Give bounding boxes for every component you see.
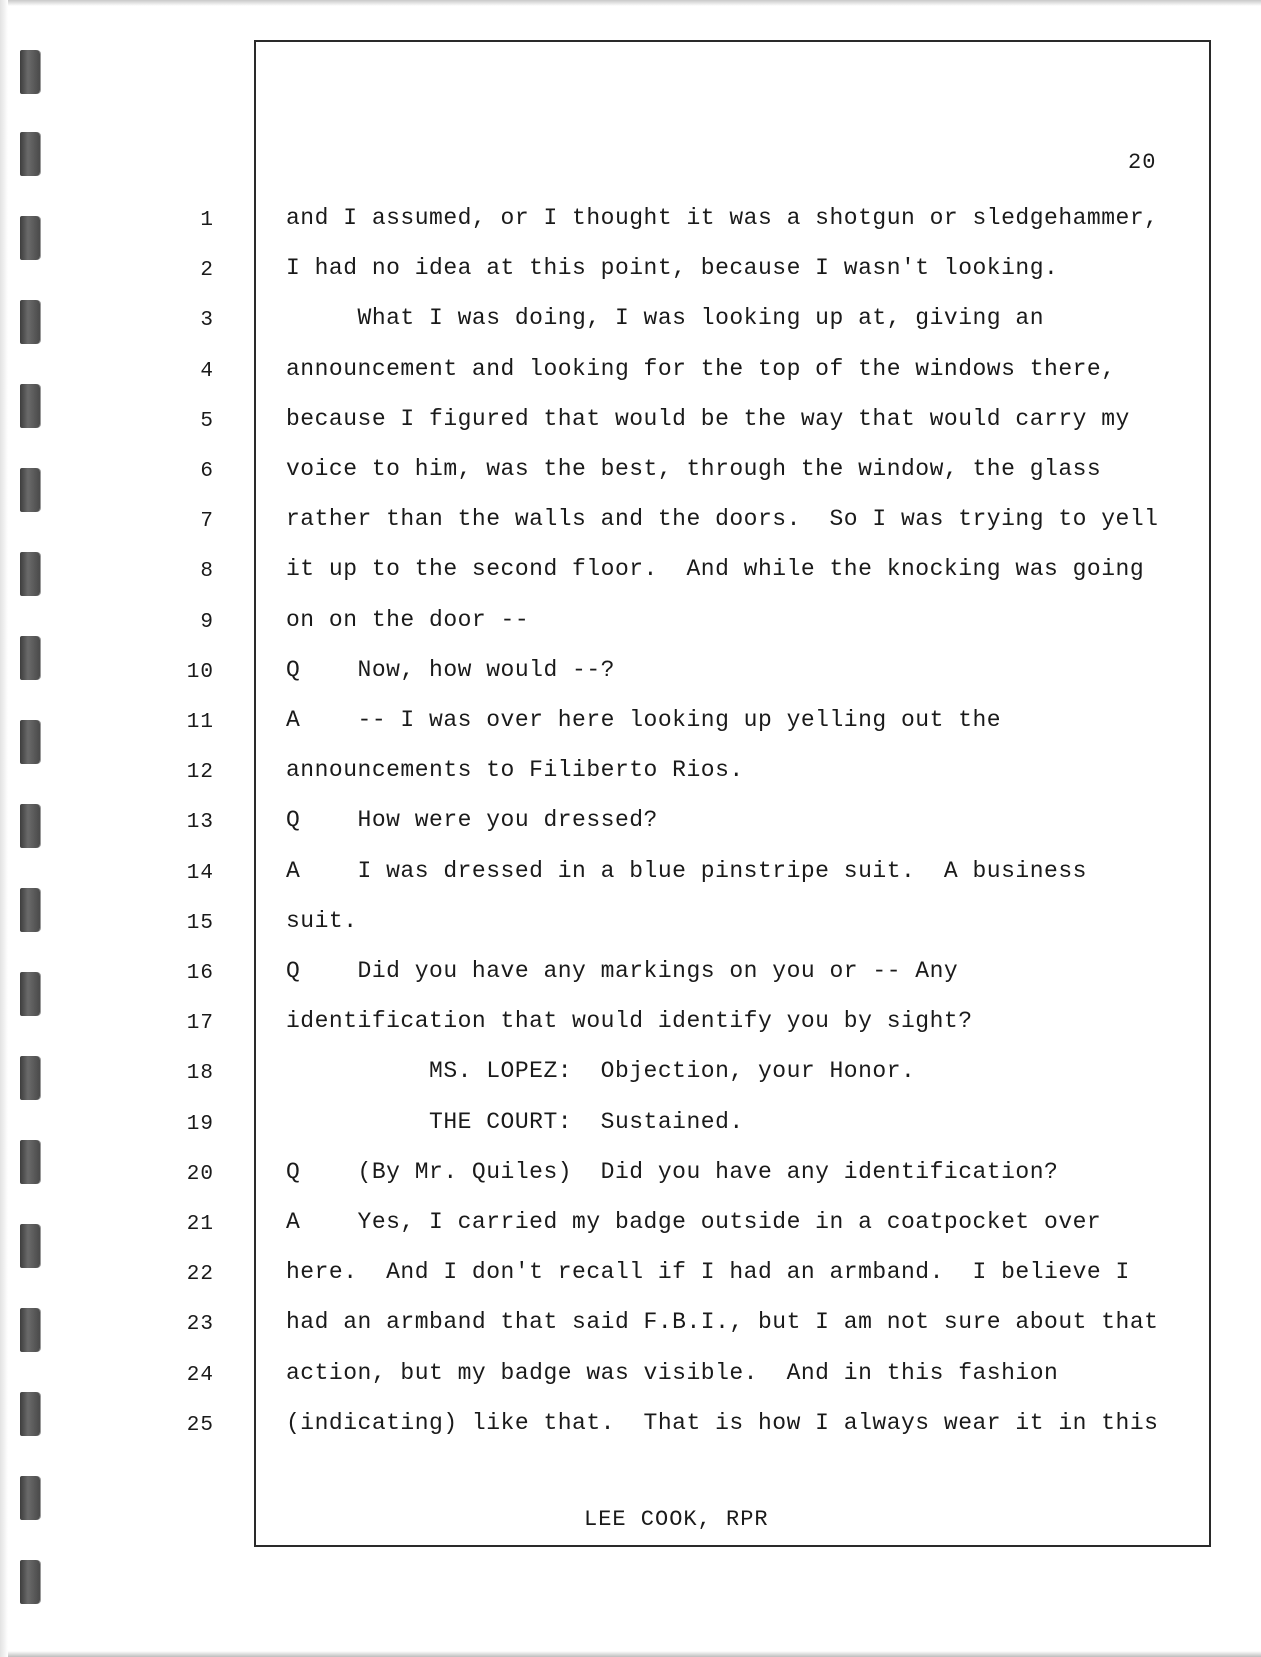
line-text: rather than the walls and the doors. So I was trying to yell <box>286 506 1159 532</box>
page-number: 20 <box>1128 150 1157 175</box>
line-number: 17 <box>186 1012 214 1035</box>
transcript-line <box>0 506 1261 546</box>
line-text: I had no idea at this point, because I wasn't looking. <box>286 255 1059 281</box>
transcript-line <box>0 556 1261 596</box>
transcript-line <box>0 356 1261 396</box>
binder-hole <box>20 1476 40 1520</box>
line-number: 18 <box>186 1062 214 1085</box>
line-text: because I figured that would be the way that would carry my <box>286 406 1130 432</box>
transcript-line <box>0 757 1261 797</box>
transcript-line <box>0 607 1261 647</box>
line-number: 10 <box>186 661 214 684</box>
transcript-line <box>0 707 1261 747</box>
transcript-line <box>0 1360 1261 1400</box>
line-text: THE COURT: Sustained. <box>286 1109 744 1135</box>
line-number: 5 <box>200 410 214 433</box>
line-text: here. And I don't recall if I had an armband. I believe I <box>286 1259 1130 1285</box>
transcript-line <box>0 305 1261 345</box>
line-number: 1 <box>200 209 214 232</box>
line-text: Q (By Mr. Quiles) Did you have any identification? <box>286 1159 1059 1185</box>
binder-hole <box>20 50 40 94</box>
line-number: 24 <box>186 1364 214 1387</box>
line-text: on on the door -- <box>286 607 530 633</box>
line-text: and I assumed, or I thought it was a shotgun or sledgehammer, <box>286 205 1159 231</box>
line-number: 9 <box>200 611 214 634</box>
line-number: 7 <box>200 510 214 533</box>
line-number: 15 <box>186 912 214 935</box>
line-text: it up to the second floor. And while the knocking was going <box>286 556 1145 582</box>
transcript-line <box>0 1259 1261 1299</box>
line-number: 14 <box>186 862 214 885</box>
transcript-line <box>0 1410 1261 1450</box>
transcript-line <box>0 958 1261 998</box>
line-number: 12 <box>186 761 214 784</box>
line-number: 4 <box>200 360 214 383</box>
binder-hole <box>20 132 40 176</box>
line-number: 21 <box>186 1213 214 1236</box>
line-number: 8 <box>200 560 214 583</box>
line-text: identification that would identify you by sight? <box>286 1008 973 1034</box>
line-number: 3 <box>200 309 214 332</box>
transcript-line <box>0 205 1261 245</box>
line-text: action, but my badge was visible. And in this fashion <box>286 1360 1059 1386</box>
line-text: What I was doing, I was looking up at, giving an <box>286 305 1045 331</box>
transcript-line <box>0 908 1261 948</box>
line-text: voice to him, was the best, through the window, the glass <box>286 456 1102 482</box>
line-number: 6 <box>200 460 214 483</box>
transcript-line <box>0 255 1261 295</box>
line-text: Q How were you dressed? <box>286 807 658 833</box>
transcript-line <box>0 657 1261 697</box>
line-text: A Yes, I carried my badge outside in a coatpocket over <box>286 1209 1102 1235</box>
line-number: 22 <box>186 1263 214 1286</box>
transcript-line <box>0 1159 1261 1199</box>
line-number: 23 <box>186 1313 214 1336</box>
line-text: announcement and looking for the top of the windows there, <box>286 356 1116 382</box>
transcript-line <box>0 1109 1261 1149</box>
line-text: MS. LOPEZ: Objection, your Honor. <box>286 1058 916 1084</box>
transcript-line <box>0 1058 1261 1098</box>
transcript-line <box>0 1008 1261 1048</box>
line-number: 20 <box>186 1163 214 1186</box>
line-number: 11 <box>186 711 214 734</box>
line-text: Q Did you have any markings on you or -- Any <box>286 958 959 984</box>
line-text: A -- I was over here looking up yelling out the <box>286 707 1002 733</box>
transcript-line <box>0 807 1261 847</box>
scan-edge-bottom <box>0 1651 1261 1657</box>
line-text: A I was dressed in a blue pinstripe suit. A business <box>286 858 1087 884</box>
line-text: (indicating) like that. That is how I always wear it in this <box>286 1410 1159 1436</box>
line-number: 25 <box>186 1414 214 1437</box>
transcript-line <box>0 1209 1261 1249</box>
line-number: 19 <box>186 1113 214 1136</box>
line-number: 2 <box>200 259 214 282</box>
reporter-footer: LEE COOK, RPR <box>584 1507 769 1532</box>
line-text: announcements to Filiberto Rios. <box>286 757 744 783</box>
line-text: suit. <box>286 908 358 934</box>
scan-edge-top <box>0 0 1261 6</box>
transcript-line <box>0 858 1261 898</box>
line-number: 16 <box>186 962 214 985</box>
line-text: Q Now, how would --? <box>286 657 615 683</box>
transcript-line <box>0 456 1261 496</box>
line-number: 13 <box>186 811 214 834</box>
binder-hole <box>20 1560 40 1604</box>
transcript-line <box>0 406 1261 446</box>
transcript-line <box>0 1309 1261 1349</box>
line-text: had an armband that said F.B.I., but I am not sure about that <box>286 1309 1159 1335</box>
